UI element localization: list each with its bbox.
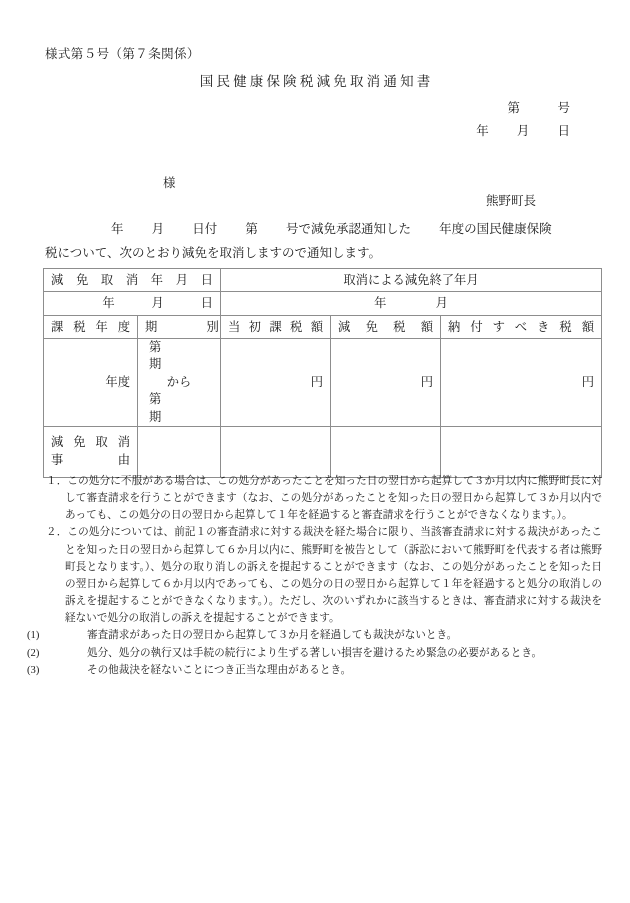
note-sub-item-1 (27, 627, 602, 644)
note-marker-1: １． (46, 476, 68, 487)
column-header-original-tax: 当初課税額 (228, 319, 323, 334)
end-period-value: 年 月 (374, 296, 448, 311)
note-item-2 (46, 524, 602, 627)
cell-reason-label (44, 427, 138, 478)
note-sub-text-1: 審査請求があった日の翌日から起算して３か月を経過しても裁決がないとき。 (87, 630, 458, 642)
original-tax-unit: 円 (310, 375, 323, 390)
note-marker-2: ２． (46, 527, 68, 539)
body-text-line-2: 税について、次のとおり減免を取消しますので通知します。 (45, 246, 382, 260)
cell-end-period-label (221, 269, 602, 292)
cell-installment-value[interactable] (138, 339, 221, 427)
form-number: 様式第５号（第７条関係） (45, 47, 200, 61)
note-sub-item-2 (27, 645, 602, 662)
column-header-reduction-tax: 減免税額 (338, 319, 433, 334)
table-header-row (44, 316, 602, 339)
reduction-cancellation-table (43, 268, 602, 478)
installment-range (138, 339, 220, 426)
installment-conjunction: から (166, 374, 192, 389)
note-sub-text-2: 処分、処分の執行又は手続の続行により生ずる著しい損害を避けるため緊急の必要があるとき。 (87, 647, 543, 659)
table-row (44, 269, 602, 292)
cell-reduction-tax-value[interactable] (331, 339, 441, 427)
payable-tax-unit: 円 (581, 375, 595, 390)
document-title: 国民健康保険税減免取消通知書 (199, 74, 434, 89)
cell-end-period-value[interactable] (221, 292, 602, 316)
cell-reason-value-c[interactable] (331, 427, 441, 478)
cell-column-header-reduction-tax (331, 316, 441, 339)
note-item-1 (46, 473, 602, 524)
issuer-name: 熊野町長 (485, 194, 536, 208)
installment-to: 第 期 (149, 392, 199, 424)
cell-reason-value-b[interactable] (221, 427, 331, 478)
note-sub-marker-2: (2) (27, 647, 40, 659)
cell-column-header-installment (138, 316, 221, 339)
cell-fiscal-year-value[interactable] (44, 339, 138, 427)
cell-reason-value-a[interactable] (138, 427, 221, 478)
cell-original-tax-value[interactable] (221, 339, 331, 427)
note-text-1: この処分に不服がある場合は、この処分があったことを知った日の翌日から起算して３か月以内に熊野町長に対して審査請求を行うことができます（なお、この処分があったことを知った日の翌日から起算して３か月以内であっても、この処分の日の翌日から起算して１年を経過すると審査請求を行うことができなくなります。）。 (65, 476, 603, 522)
note-sub-marker-1: (1) (27, 630, 40, 642)
addressee-suffix: 様 (163, 176, 176, 190)
column-header-payable-tax: 納付すべき税額 (448, 319, 595, 334)
note-text-2: この処分については、前記１の審査請求に対する裁決を経た場合に限り、当該審査請求に対する裁決があったことを知った日の翌日から起算して６か月以内に、熊野町を被告として（訴訟において熊野町を代表する者は熊野町長となります。）、処分の取り消しの訴えを提起することができます（なお、この処分があったことを知った日の翌日から起算して６か月以内であっても、この処分の日の翌日から起算して１年を経過すると処分の取消しの訴えを提起することができなくなります。）。ただし、次のいずれかに該当するときは、審査請求に対する裁決を経ないで処分の取消しの訴えを提起することができます。 (65, 527, 602, 625)
document-number-line: 第 号 (507, 101, 570, 115)
reason-label-line-1: 減免取消 (51, 435, 130, 450)
reason-label-line-2: 事 由 (51, 453, 130, 468)
cancellation-date-value: 年 月 日 (102, 296, 213, 311)
table-row (44, 427, 602, 478)
column-header-fiscal-year: 課税年度 (51, 319, 130, 334)
cell-reason-value-d[interactable] (441, 427, 602, 478)
legal-notes (27, 473, 603, 679)
cell-payable-tax-value[interactable] (441, 339, 602, 427)
installment-from: 第 期 (149, 340, 199, 372)
cell-column-header-fiscal-year (44, 316, 138, 339)
cell-cancellation-date-label (44, 269, 221, 292)
cell-column-header-payable-tax (441, 316, 602, 339)
document-date-line: 年 月 日 (476, 124, 570, 138)
note-sub-marker-3: (3) (27, 664, 40, 676)
cell-column-header-original-tax (221, 316, 331, 339)
note-sub-list (27, 627, 602, 678)
table-row (44, 339, 602, 427)
body-text-line-1: 年 月 日付 第 号で減免承認通知した 年度の国民健康保険 (111, 222, 552, 236)
end-period-label: 取消による減免終了年月 (343, 272, 479, 287)
table-row (44, 292, 602, 316)
note-sub-item-3 (27, 662, 602, 679)
cancellation-date-label: 減免取消年月日 (51, 272, 213, 287)
column-header-installment: 期 別 (145, 319, 219, 334)
cell-cancellation-date-value[interactable] (44, 292, 221, 316)
note-sub-text-3: その他裁決を経ないことにつき正当な理由があるとき。 (87, 664, 352, 676)
fiscal-year-value: 年度 (105, 375, 130, 390)
reason-label (44, 434, 137, 470)
reduction-tax-unit: 円 (420, 375, 433, 390)
